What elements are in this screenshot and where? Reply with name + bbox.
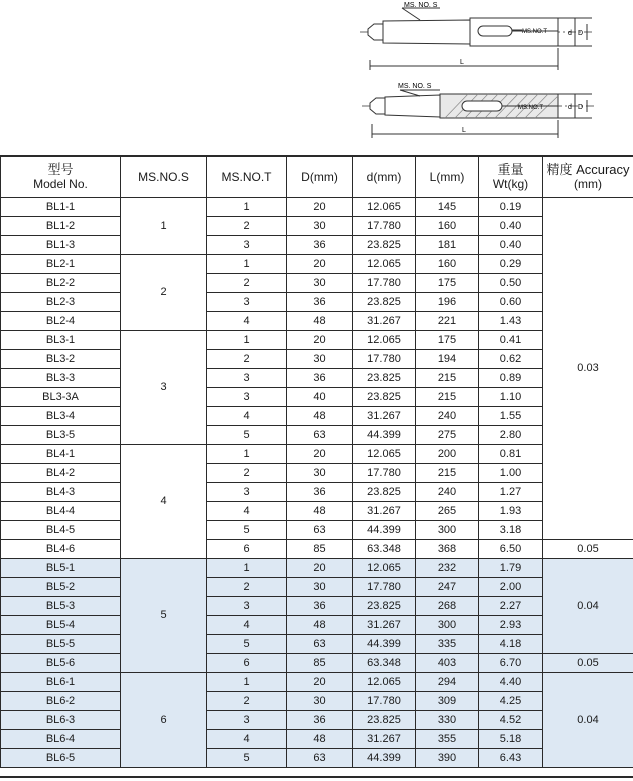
cell-accuracy: 0.04 [543, 673, 633, 768]
bottom-d-label: d [568, 104, 572, 111]
cell-model: BL2-2 [1, 274, 121, 293]
bottom-D-label: D [578, 104, 584, 111]
cell-weight: 5.18 [479, 730, 543, 749]
cell-d: 12.065 [353, 445, 416, 464]
header-L: L(mm) [416, 157, 479, 198]
spec-table [0, 156, 633, 768]
cell-weight: 2.93 [479, 616, 543, 635]
cell-weight: 4.40 [479, 673, 543, 692]
table-row [1, 540, 633, 559]
cell-L: 240 [416, 483, 479, 502]
cell-D: 63 [287, 521, 353, 540]
cell-d: 63.348 [353, 654, 416, 673]
table-row [1, 236, 633, 255]
top-l-label: L [460, 59, 464, 66]
cell-weight: 3.18 [479, 521, 543, 540]
bottom-ms-s-label: MS. NO. S [398, 83, 432, 90]
cell-D: 20 [287, 255, 353, 274]
cell-D: 48 [287, 312, 353, 331]
cell-D: 30 [287, 578, 353, 597]
cell-weight: 4.52 [479, 711, 543, 730]
table-row [1, 502, 633, 521]
top-ms-t-label: MS.NO.T [522, 29, 547, 35]
cell-weight: 4.25 [479, 692, 543, 711]
cell-ms-t: 1 [207, 255, 287, 274]
cell-L: 196 [416, 293, 479, 312]
table-row [1, 521, 633, 540]
cell-model: BL4-6 [1, 540, 121, 559]
cell-d: 23.825 [353, 483, 416, 502]
cell-D: 20 [287, 198, 353, 217]
header-accuracy [543, 157, 633, 198]
top-d-label: d [568, 30, 572, 37]
spec-table-body [1, 198, 633, 768]
header-weight [479, 157, 543, 198]
cell-model: BL1-2 [1, 217, 121, 236]
cell-ms-t: 3 [207, 597, 287, 616]
cell-d: 31.267 [353, 407, 416, 426]
table-row [1, 673, 633, 692]
cell-D: 20 [287, 559, 353, 578]
cell-L: 240 [416, 407, 479, 426]
cell-weight: 6.50 [479, 540, 543, 559]
cell-L: 390 [416, 749, 479, 768]
cell-ms-t: 6 [207, 540, 287, 559]
cell-D: 36 [287, 597, 353, 616]
cell-d: 44.399 [353, 426, 416, 445]
cell-model: BL3-4 [1, 407, 121, 426]
cell-D: 48 [287, 502, 353, 521]
cell-weight: 0.40 [479, 217, 543, 236]
cell-D: 20 [287, 331, 353, 350]
cell-L: 335 [416, 635, 479, 654]
cell-ms-t: 4 [207, 407, 287, 426]
cell-model: BL4-4 [1, 502, 121, 521]
cell-d: 17.780 [353, 350, 416, 369]
cell-ms-t: 2 [207, 464, 287, 483]
sleeve-drawings [0, 0, 633, 150]
cell-model: BL6-5 [1, 749, 121, 768]
cell-weight: 0.81 [479, 445, 543, 464]
cell-ms-t: 4 [207, 616, 287, 635]
cell-d: 23.825 [353, 711, 416, 730]
header-accuracy-en: (mm) [574, 177, 602, 191]
cell-ms-t: 3 [207, 236, 287, 255]
cell-L: 275 [416, 426, 479, 445]
cell-accuracy: 0.03 [543, 198, 633, 540]
cell-ms-t: 4 [207, 312, 287, 331]
cell-weight: 0.29 [479, 255, 543, 274]
cell-D: 30 [287, 464, 353, 483]
cell-L: 160 [416, 217, 479, 236]
cell-weight: 1.55 [479, 407, 543, 426]
cell-weight: 0.50 [479, 274, 543, 293]
table-row [1, 312, 633, 331]
cell-D: 20 [287, 445, 353, 464]
cell-model: BL2-1 [1, 255, 121, 274]
cell-weight: 1.10 [479, 388, 543, 407]
table-row [1, 692, 633, 711]
cell-L: 330 [416, 711, 479, 730]
table-row [1, 445, 633, 464]
table-row [1, 711, 633, 730]
cell-ms-t: 2 [207, 692, 287, 711]
cell-L: 403 [416, 654, 479, 673]
cell-ms-t: 5 [207, 426, 287, 445]
cell-model: BL1-1 [1, 198, 121, 217]
top-D-label: D [578, 30, 584, 37]
cell-ms-t: 3 [207, 711, 287, 730]
cell-D: 30 [287, 350, 353, 369]
table-row [1, 654, 633, 673]
table-row [1, 350, 633, 369]
table-row [1, 331, 633, 350]
cell-weight: 1.43 [479, 312, 543, 331]
header-model-en: Model No. [33, 177, 88, 191]
header-D: D(mm) [287, 157, 353, 198]
table-row [1, 426, 633, 445]
cell-model: BL1-3 [1, 236, 121, 255]
table-row [1, 597, 633, 616]
table-row [1, 559, 633, 578]
cell-D: 63 [287, 635, 353, 654]
cell-model: BL5-1 [1, 559, 121, 578]
header-ms-s: MS.NO.S [121, 157, 207, 198]
cell-weight: 0.60 [479, 293, 543, 312]
cell-weight: 4.18 [479, 635, 543, 654]
cell-L: 194 [416, 350, 479, 369]
cell-ms-t: 1 [207, 445, 287, 464]
table-row [1, 578, 633, 597]
cell-D: 30 [287, 274, 353, 293]
cell-weight: 0.41 [479, 331, 543, 350]
cell-L: 268 [416, 597, 479, 616]
cell-ms-s: 5 [121, 559, 207, 673]
header-accuracy-zh: 精度 Accuracy [546, 162, 630, 177]
cell-accuracy: 0.05 [543, 540, 633, 559]
cell-d: 12.065 [353, 673, 416, 692]
cell-model: BL5-2 [1, 578, 121, 597]
table-row [1, 464, 633, 483]
top-sleeve-drawing [360, 8, 595, 70]
cell-d: 12.065 [353, 559, 416, 578]
cell-ms-t: 2 [207, 274, 287, 293]
cell-weight: 0.62 [479, 350, 543, 369]
table-row [1, 274, 633, 293]
cell-d: 63.348 [353, 540, 416, 559]
cell-model: BL4-5 [1, 521, 121, 540]
cell-L: 300 [416, 616, 479, 635]
cell-d: 23.825 [353, 597, 416, 616]
cell-L: 265 [416, 502, 479, 521]
cell-weight: 1.27 [479, 483, 543, 502]
cell-model: BL6-4 [1, 730, 121, 749]
table-row [1, 198, 633, 217]
cell-model: BL3-3A [1, 388, 121, 407]
cell-L: 247 [416, 578, 479, 597]
bottom-sleeve-drawing [362, 90, 595, 138]
cell-L: 145 [416, 198, 479, 217]
cell-d: 12.065 [353, 198, 416, 217]
cell-ms-s: 2 [121, 255, 207, 331]
cell-L: 294 [416, 673, 479, 692]
cell-ms-t: 2 [207, 350, 287, 369]
cell-L: 181 [416, 236, 479, 255]
cell-ms-t: 5 [207, 635, 287, 654]
cell-d: 23.825 [353, 369, 416, 388]
cell-ms-t: 1 [207, 331, 287, 350]
cell-model: BL5-4 [1, 616, 121, 635]
cell-ms-s: 6 [121, 673, 207, 768]
cell-weight: 1.00 [479, 464, 543, 483]
cell-model: BL6-1 [1, 673, 121, 692]
cell-model: BL5-6 [1, 654, 121, 673]
table-row [1, 483, 633, 502]
cell-L: 215 [416, 464, 479, 483]
cell-D: 63 [287, 426, 353, 445]
cell-weight: 1.93 [479, 502, 543, 521]
header-row [1, 157, 633, 198]
cell-D: 48 [287, 730, 353, 749]
cell-ms-t: 2 [207, 217, 287, 236]
header-weight-zh: 重量 [497, 162, 524, 177]
cell-D: 63 [287, 749, 353, 768]
cell-d: 23.825 [353, 236, 416, 255]
cell-d: 12.065 [353, 255, 416, 274]
cell-d: 31.267 [353, 312, 416, 331]
header-model [1, 157, 121, 198]
cell-D: 36 [287, 369, 353, 388]
cell-L: 300 [416, 521, 479, 540]
cell-ms-t: 4 [207, 502, 287, 521]
table-row [1, 749, 633, 768]
header-d: d(mm) [353, 157, 416, 198]
cell-accuracy: 0.05 [543, 654, 633, 673]
table-bottom-rule [0, 776, 633, 778]
table-row [1, 616, 633, 635]
cell-d: 31.267 [353, 616, 416, 635]
table-row [1, 217, 633, 236]
header-ms-t: MS.NO.T [207, 157, 287, 198]
cell-ms-t: 3 [207, 483, 287, 502]
cell-L: 175 [416, 274, 479, 293]
cell-weight: 2.00 [479, 578, 543, 597]
cell-weight: 1.79 [479, 559, 543, 578]
bottom-ms-t-label: MS.NO.T [518, 105, 543, 111]
cell-ms-s: 1 [121, 198, 207, 255]
cell-ms-t: 3 [207, 369, 287, 388]
table-row [1, 255, 633, 274]
cell-model: BL6-3 [1, 711, 121, 730]
cell-D: 20 [287, 673, 353, 692]
cell-D: 30 [287, 217, 353, 236]
cell-ms-t: 6 [207, 654, 287, 673]
cell-weight: 0.40 [479, 236, 543, 255]
cell-model: BL4-1 [1, 445, 121, 464]
cell-L: 175 [416, 331, 479, 350]
cell-D: 48 [287, 616, 353, 635]
cell-L: 160 [416, 255, 479, 274]
cell-L: 368 [416, 540, 479, 559]
cell-model: BL5-3 [1, 597, 121, 616]
table-row [1, 388, 633, 407]
top-ms-s-label: MS. NO. S [404, 2, 438, 9]
cell-L: 200 [416, 445, 479, 464]
cell-weight: 0.19 [479, 198, 543, 217]
cell-ms-t: 3 [207, 293, 287, 312]
cell-D: 36 [287, 483, 353, 502]
bottom-l-label: L [462, 127, 466, 134]
cell-L: 232 [416, 559, 479, 578]
table-row [1, 293, 633, 312]
cell-d: 23.825 [353, 293, 416, 312]
cell-d: 17.780 [353, 464, 416, 483]
cell-accuracy: 0.04 [543, 559, 633, 654]
cell-ms-t: 1 [207, 198, 287, 217]
cell-d: 31.267 [353, 730, 416, 749]
cell-model: BL2-3 [1, 293, 121, 312]
cell-D: 36 [287, 711, 353, 730]
cell-d: 17.780 [353, 274, 416, 293]
cell-weight: 0.89 [479, 369, 543, 388]
cell-ms-s: 4 [121, 445, 207, 559]
cell-d: 44.399 [353, 635, 416, 654]
cell-d: 17.780 [353, 692, 416, 711]
cell-L: 215 [416, 388, 479, 407]
cell-weight: 2.80 [479, 426, 543, 445]
cell-model: BL4-2 [1, 464, 121, 483]
cell-d: 31.267 [353, 502, 416, 521]
cell-d: 17.780 [353, 217, 416, 236]
cell-weight: 6.70 [479, 654, 543, 673]
cell-model: BL6-2 [1, 692, 121, 711]
cell-model: BL3-3 [1, 369, 121, 388]
cell-D: 85 [287, 654, 353, 673]
table-row [1, 369, 633, 388]
cell-ms-t: 3 [207, 388, 287, 407]
cell-D: 40 [287, 388, 353, 407]
cell-D: 36 [287, 293, 353, 312]
cell-D: 48 [287, 407, 353, 426]
cell-D: 30 [287, 692, 353, 711]
cell-ms-t: 5 [207, 521, 287, 540]
header-weight-en: Wt(kg) [492, 177, 529, 191]
cell-d: 12.065 [353, 331, 416, 350]
cell-model: BL5-5 [1, 635, 121, 654]
cell-ms-t: 1 [207, 673, 287, 692]
cell-model: BL4-3 [1, 483, 121, 502]
cell-ms-s: 3 [121, 331, 207, 445]
cell-d: 44.399 [353, 749, 416, 768]
cell-model: BL3-5 [1, 426, 121, 445]
cell-weight: 6.43 [479, 749, 543, 768]
cell-model: BL3-1 [1, 331, 121, 350]
cell-L: 215 [416, 369, 479, 388]
table-row [1, 730, 633, 749]
cell-L: 221 [416, 312, 479, 331]
header-model-zh: 型号 [47, 162, 74, 177]
cell-ms-t: 4 [207, 730, 287, 749]
cell-model: BL2-4 [1, 312, 121, 331]
cell-D: 36 [287, 236, 353, 255]
table-row [1, 407, 633, 426]
cell-D: 85 [287, 540, 353, 559]
cell-weight: 2.27 [479, 597, 543, 616]
cell-d: 17.780 [353, 578, 416, 597]
cell-d: 23.825 [353, 388, 416, 407]
cell-model: BL3-2 [1, 350, 121, 369]
cell-ms-t: 2 [207, 578, 287, 597]
table-row [1, 635, 633, 654]
cell-L: 309 [416, 692, 479, 711]
cell-ms-t: 1 [207, 559, 287, 578]
cell-d: 44.399 [353, 521, 416, 540]
cell-ms-t: 5 [207, 749, 287, 768]
cell-L: 355 [416, 730, 479, 749]
